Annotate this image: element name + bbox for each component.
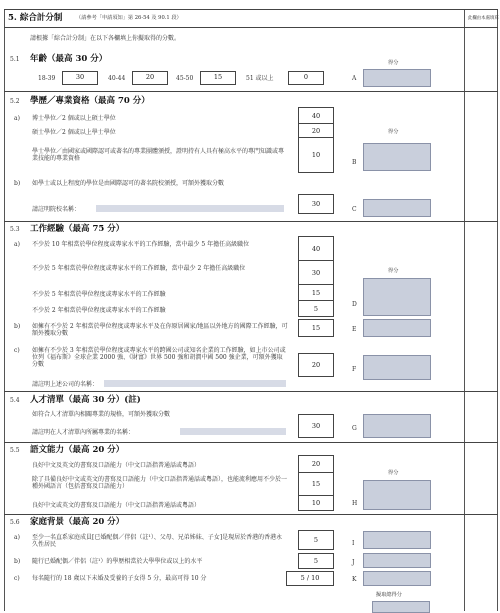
score-letter-g: G [352,425,357,432]
total-score-label: 擬取總得分 [376,592,402,598]
score-field-e[interactable] [363,319,431,337]
s54-text: 如符合人才清單內相關專業的規格，可額外獲取分數 [32,411,171,418]
score-field-a[interactable] [363,69,431,87]
s53-a-point-1: 40 [299,237,333,261]
score-letter-h: H [352,500,358,507]
s51-score-label: 得分 [388,60,399,66]
s52-a-point-3: 10 [311,151,321,159]
s52-b-name-label: 請註明院校名稱： [32,206,81,213]
score-letter-c: C [352,206,357,213]
s56-a-text: 至少一名直系家庭成員[已婚配偶／伴侶（註¹）、父母、兄弟姊妹、子女]是現居於香港的香港永久性居民 [32,534,283,548]
s53-c-text: 如擁有不少於 3 年相當於學位程度或專家水平的跨國公司或知名企業的工作經驗，如上市公司或位列《福布斯》全球企業 2000 強、《財富》世界 500 強和胡潤中國 500 強企業，可額外獲取分數 [32,347,286,368]
score-letter-d: D [352,301,357,308]
age-range-3: 45-50 [176,75,194,82]
section-note: （請參考「申請須知」第 26-54 及 90.1 段） [76,15,182,21]
s55-score-label: 得分 [388,470,399,476]
s53-score-label: 得分 [388,268,399,274]
score-letter-a: A [352,75,357,82]
s53-a-point-4: 5 [313,304,319,313]
age-range-2: 40-44 [108,75,126,82]
s56-a-label: a) [14,534,20,541]
s53-b-text: 如擁有不少於 2 年相當於學位程度或專家水平及在你原居國家/地區以外地方的國際工作經驗，可額外獲取分數 [32,323,288,337]
s53-a-item-2: 不少於 5 年相當於學位程度或專家水平的工作經驗，當中最少 2 年擔任高級職位 [32,265,246,272]
s55-point-1: 20 [299,456,333,473]
age-points-1: 30 [62,71,98,85]
s52-a-point-1: 40 [299,108,333,124]
s52-a-points [298,107,334,173]
score-field-j[interactable] [363,553,431,568]
s56-title: 家庭背景（最高 20 分） [30,517,125,527]
score-letter-b: B [352,159,357,166]
s53-bottom-rule [4,391,498,392]
score-letter-j: J [352,559,355,566]
score-field-f[interactable] [363,355,431,380]
s52-number: 5.2 [10,98,20,105]
section-title: 5. 綜合計分制 [8,13,63,23]
header-bottom-rule [4,27,498,28]
s56-b-label: b) [14,558,21,565]
s53-a-label: a) [14,241,20,248]
s55-point-3: 10 [311,499,321,507]
score-field-g[interactable] [363,414,431,438]
s51-number: 5.1 [10,56,20,63]
office-use-label: 此欄由本處填寫 [468,16,499,21]
s52-b-point: 30 [298,194,334,214]
score-letter-i: I [352,540,355,547]
s52-a-point-2: 20 [299,124,333,138]
s54-number: 5.4 [10,397,20,404]
s56-c-text: 每名隨行的 18 歲以下未婚及受養的子女得 5 分，最高可得 10 分 [32,575,207,582]
s54-bottom-rule [4,442,498,443]
s56-b-text: 隨行已婚配偶／伴侶（註¹）的學歷相當於大學學位或以上的水平 [32,558,203,565]
age-range-4: 51 或以上 [246,75,274,82]
talent-profession-field[interactable] [180,428,286,435]
s55-bottom-rule [4,514,498,515]
s52-b-label: b) [14,180,21,187]
age-points-2: 20 [132,71,168,85]
score-field-b[interactable] [363,143,431,171]
age-points-3: 15 [200,71,236,85]
s56-number: 5.6 [10,519,20,526]
s53-a-points [298,236,334,317]
institution-name-field[interactable] [96,205,284,212]
s52-score-label: 得分 [388,129,399,135]
s53-b-label: b) [14,323,21,330]
s52-bottom-rule [4,221,498,222]
s52-a-item-3: 學士學位／由國家或國際認可或著名的專業團體頒授，證明持有人具有極高水平的專門知識或專業技能的專業資格 [32,148,285,162]
s54-name-label: 請註明在人才清單內所屬專業的名稱： [32,429,135,436]
header-top-rule [4,9,498,10]
s54-point: 30 [298,414,334,438]
s53-c-name-label: 請註明上述公司的名稱： [32,381,99,388]
score-letter-k: K [352,576,357,583]
score-field-h[interactable] [363,480,431,510]
s53-a-item-3: 不少於 5 年相當於學位程度或專家水平的工作經驗 [32,291,166,298]
s52-b-text: 如學士或以上程度的學位是由國際認可的著名院校頒授，可額外獲取分數 [32,180,225,187]
instruction-text: 請根據「綜合計分制」在以下各欄填上你擬取得的分數。 [30,35,181,42]
s56-c-label: c) [14,575,20,582]
s53-a-point-2: 30 [299,261,333,285]
s56-a-point: 5 [298,530,334,550]
s53-a-item-4: 不少於 2 年相當於學位程度或專家水平的工作經驗 [32,307,166,314]
score-field-c[interactable] [363,199,431,217]
company-name-field[interactable] [104,380,286,387]
age-range-1: 18-39 [38,75,56,82]
total-score-field[interactable] [372,601,430,613]
s55-item-1: 良好中文及英文的書寫及口語能力（中文口語指普通話或粵語） [32,462,201,469]
s55-item-2: 除了具備良好中文或英文的書寫及口語能力（中文口語指普通話或粵語），也能流利應用不少於一種外國語言（包括書寫及口語能力） [32,476,288,490]
s56-b-point: 5 [298,553,334,569]
s55-item-3: 良好中文或英文的書寫及口語能力（中文口語指普通話或粵語） [32,502,201,509]
s53-c-point: 20 [298,353,334,377]
s55-number: 5.5 [10,447,20,454]
s53-title: 工作經驗（最高 75 分） [30,224,125,234]
s53-c-label: c) [14,347,20,354]
score-field-i[interactable] [363,531,431,549]
s52-title: 學歷／專業資格（最高 70 分） [30,96,150,106]
score-letter-e: E [352,326,357,333]
s53-number: 5.3 [10,226,20,233]
s55-title: 語文能力（最高 20 分） [30,445,125,455]
s56-c-point: 5 / 10 [286,571,334,586]
s52-a-item-1: 博士學位／2 個或以上碩士學位 [32,115,116,122]
office-use-column [465,9,498,611]
s52-a-label: a) [14,115,20,122]
s51-title: 年齡（最高 30 分） [30,54,108,64]
s53-a-point-3: 15 [299,285,333,301]
score-field-d[interactable] [363,278,431,316]
s55-points [298,455,334,511]
score-field-k[interactable] [363,571,431,586]
score-letter-f: F [352,366,357,373]
s55-point-2: 15 [299,473,333,496]
s53-b-point: 15 [298,319,334,337]
s53-a-item-1: 不少於 10 年相當於學位程度或專家水平的工作經驗，當中最少 5 年擔任高級職位 [32,241,250,248]
age-points-4: 0 [288,71,324,85]
s52-a-item-2: 碩士學位／2 個或以上學士學位 [32,129,116,136]
s54-title: 人才清單（最高 30 分）(註) [30,395,141,405]
s51-bottom-rule [4,91,498,92]
